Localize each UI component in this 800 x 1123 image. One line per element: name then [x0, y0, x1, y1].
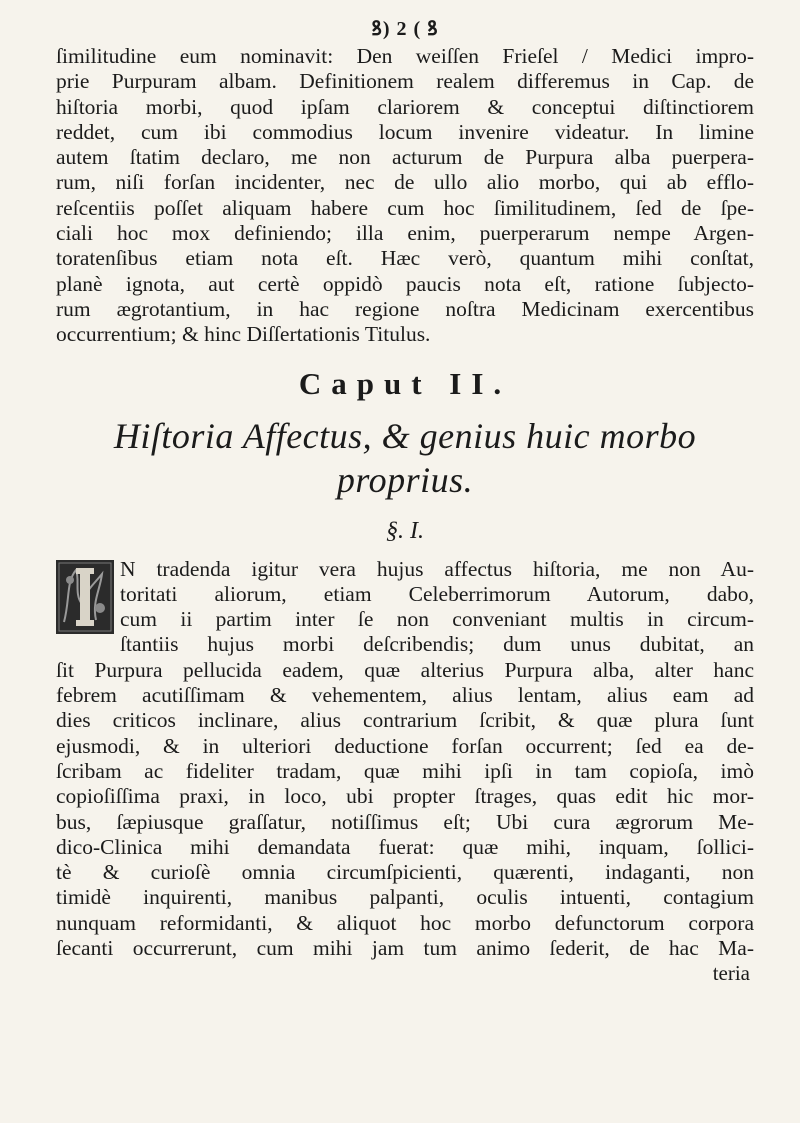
subtitle-line: Hiſtoria Affectus, & genius huic morbo — [113, 415, 697, 456]
ornamental-initial-icon — [56, 560, 114, 634]
chapter-subtitle — [56, 414, 754, 502]
text-line: toritati aliorum, etiam Celeberrimorum Autorum, dabo, — [120, 581, 754, 606]
text-line: occurrentium; & hinc Diſſertationis Titulus. — [56, 322, 431, 347]
text-line: febrem acutiſſimam & vehementem, alius lentam, alius eam ad — [56, 683, 754, 708]
text-line: N tradenda igitur vera hujus affectus hiſtoria, me non Au- — [120, 556, 754, 581]
text-line: timidè inquirenti, manibus palpanti, oculis intuenti, contagium — [56, 885, 754, 910]
text-line: prie Purpuram albam. Definitionem realem differemus in Cap. de — [56, 69, 754, 94]
text-line: hiſtoria morbi, quod ipſam clariorem & conceptui diſtinctiorem — [56, 94, 754, 119]
text-line: toratenſibus etiam nota eſt. Hæc verò, quantum mihi conſtat, — [56, 246, 754, 271]
text-line: copioſiſſima praxi, in loco, ubi propter ſtrages, quas edit hic mor- — [56, 784, 754, 809]
text-line: dies criticos inclinare, alius contrarium ſcribit, & quæ plura ſunt — [56, 708, 754, 733]
text-line: autem ſtatim declaro, me non acturum de Purpura alba puerpera- — [56, 145, 754, 170]
text-line: tè & curioſè omnia circumſpicienti, quærenti, indaganti, non — [56, 860, 754, 885]
intro-paragraph — [56, 44, 754, 348]
body-paragraph — [56, 557, 754, 962]
text-line: planè ignota, aut certè oppidò paucis nota eſt, ratione ſubjecto- — [56, 271, 754, 296]
section-mark: §. I. — [386, 517, 424, 544]
running-head: ꝸ) 2 ( ꝸ — [371, 18, 439, 40]
text-line: rum, niſi forſan incidenter, nec de ullo alio morbo, qui ab efflo- — [56, 170, 754, 195]
text-line: reſcentiis poſſet aliquam habere cum hoc ſimilitudinem, ſed de ſpe- — [56, 195, 754, 220]
text-line: ſecanti occurrerunt, cum mihi jam tum animo ſederit, de hac Ma- — [56, 936, 754, 961]
text-line: ſit Purpura pellucida eadem, quæ alterius Purpura alba, alter hanc — [56, 657, 754, 682]
text-line: ſcribam ac fideliter tradam, quæ mihi ipſi in tam copioſa, imò — [56, 758, 754, 783]
text-line: reddet, cum ibi commodius locum invenire videatur. In limine — [56, 119, 754, 144]
text-line: cum ii partim inter ſe non conveniant multis in circum- — [120, 607, 754, 632]
chapter-heading: Caput II. — [298, 365, 512, 401]
text-line: ciali hoc mox definiendo; illa enim, puerperarum nempe Argen- — [56, 221, 754, 246]
text-line: dico-Clinica mihi demandata fuerat: quæ mihi, inquam, ſollici- — [56, 834, 754, 859]
text-line: ſtantiis hujus morbi deſcribendis; dum unus dubitat, an — [120, 632, 754, 657]
text-line: rum ægrotantium, in hac regione noſtra Medicinam exercentibus — [56, 296, 754, 321]
text-line: bus, ſæpiusque graſſatur, notiſſimus eſt; Ubi cura ægrorum Me- — [56, 809, 754, 834]
text-line: ejusmodi, & in ulteriori deductione forſan occurrent; ſed ea de- — [56, 733, 754, 758]
subtitle-line: proprius. — [336, 459, 474, 500]
text-line: ſimilitudine eum nominavit: Den weiſſen Frieſel / Medici impro- — [56, 44, 754, 68]
text-line: nunquam reformidanti, & aliquot hoc morbo defunctorum corpora — [56, 910, 754, 935]
catchword: teria — [712, 961, 750, 986]
